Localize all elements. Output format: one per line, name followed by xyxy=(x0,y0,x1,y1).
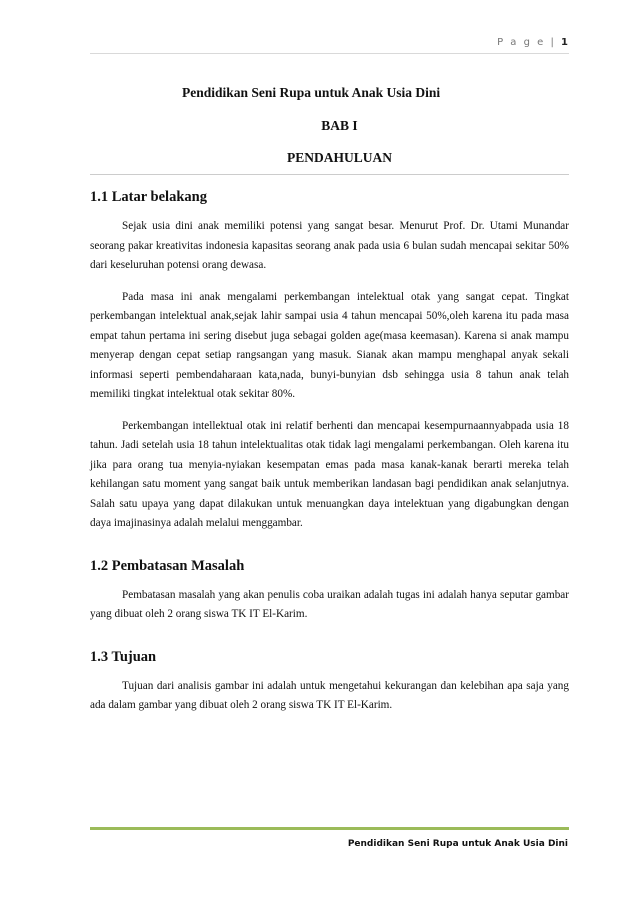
page-footer: Pendidikan Seni Rupa untuk Anak Usia Dini xyxy=(347,839,568,849)
header-divider xyxy=(90,53,569,54)
paragraph: Pada masa ini anak mengalami perkembangan intelektual otak yang sangat cepat. Tingkat perkembangan intelektual anak,sejak lahir sampai usia 4 tahun mencapai 50%,oleh karena itu pada masa empat tahun pertama ini sering disebut juga sebagai golden age(masa keemasan). Karena si anak mampu menyerap dengan cepat setiap rangsangan yang masuk. Sianak akan mampu menghapal anyak sekali informasi seperti pembendaharaan kata,nada, bunyi-bunyian dsb sehingga usia 8 tahun anak telah memiliki tingkat intelektual otak sekitar 80%. xyxy=(90,290,569,400)
chapter-divider xyxy=(90,174,569,175)
footer-divider xyxy=(90,827,569,830)
page-header xyxy=(497,37,568,48)
document-body xyxy=(90,80,569,728)
document-title: Pendidikan Seni Rupa untuk Anak Usia Dini xyxy=(182,85,441,100)
section-heading: 1.1 Latar belakang xyxy=(90,189,207,205)
chapter-number: BAB I xyxy=(321,118,358,133)
section-tujuan xyxy=(90,637,569,716)
page-label: P a g e xyxy=(497,37,546,48)
section-heading: 1.3 Tujuan xyxy=(90,648,157,665)
paragraph: Sejak usia dini anak memiliki potensi yang sangat besar. Menurut Prof. Dr. Utami Munandar seorang pakar kreativitas indonesia kapasitas seorang anak pada usia 6 bulan sudah mencapai sekitar 50% dari keseluruhan potensi orang dewasa. xyxy=(90,220,569,271)
section-pembatasan-masalah xyxy=(90,546,569,625)
section-latar-belakang xyxy=(90,177,569,534)
paragraph: Tujuan dari analisis gambar ini adalah untuk mengetahui kekurangan dan kelebihan apa saja yang ada dalam gambar yang dibuat oleh 2 orang siswa TK IT El-Karim. xyxy=(90,679,569,711)
page-number: 1 xyxy=(561,37,568,48)
chapter-title: PENDAHULUAN xyxy=(286,150,392,165)
paragraph: Perkembangan intellektual otak ini relatif berhenti dan mencapai kesempurnaannyabpada usia 18 tahun. Jadi setelah usia 18 tahun intelektualitas otak tidak lagi mengalami perkembangan. Oleh karena itu jika para orang tua menyia-nyiakan kesempatan emas pada masa kanak-kanak berarti mereka telah kehilangan satu moment yang sangat baik untuk memberikan landasan bagi pendidikan anak selanjutnya. Salah satu upaya yang dapat dilakukan untuk menuangkan daya intelektuan yang digabungkan dengan daya imajinasinya adalah melalui menggambar. xyxy=(90,419,569,529)
page-separator: | xyxy=(550,37,556,48)
section-heading: 1.2 Pembatasan Masalah xyxy=(90,557,245,574)
paragraph: Pembatasan masalah yang akan penulis coba uraikan adalah tugas ini adalah hanya seputar gambar yang dibuat oleh 2 orang siswa TK IT El-Karim. xyxy=(90,588,569,620)
